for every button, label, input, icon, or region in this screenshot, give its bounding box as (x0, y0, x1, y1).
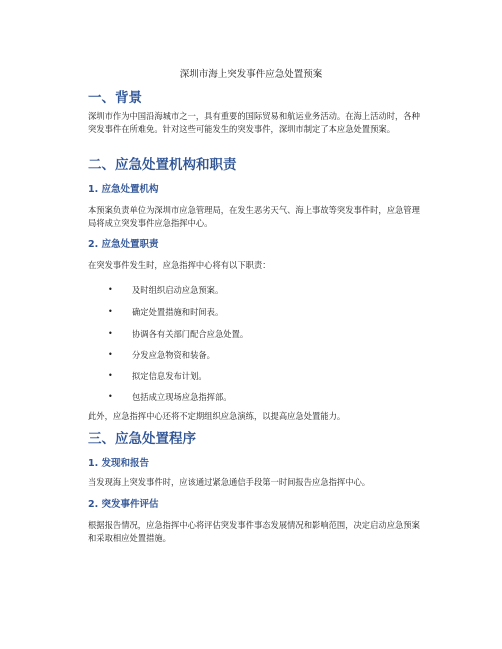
document-title: 深圳市海上突发事件应急处置预案 (179, 69, 323, 80)
background-paragraph: 深圳市作为中国沿海城市之一，具有重要的国际贸易和航运业务活动。在海上活动时，各种突发事件在所难免。针对这些可能发生的突发事件，深圳市制定了本应急处置预案。 (88, 111, 420, 134)
section-heading-organization: 二、应急处置机构和职责 (88, 157, 237, 173)
bullet-icon: • (108, 329, 113, 338)
bullet-icon: • (108, 307, 113, 316)
document-page: 深圳市海上突发事件应急处置预案 一、背景 深圳市作为中国沿海城市之一，具有重要的国际贸易和航运业务活动。在海上活动时，各种突发事件在所难免。针对这些可能发生的突发事件，深圳市制定了本应急处置预案。 二、应急处置机构和职责 1. 应急处置机构 本预案负责单位为深圳市应急管理局，在发生恶劣天气、海上事故等突发事件时，应急管理局将成立突发事件应急指挥中心。 2. 应急处置职责 在突发事件发生时，应急指挥中心将有以下职责： • 及时组织启动应急预案。 • 确定处置措施和时间表。 • 协调各有关部门配合应急处置。 • 分发应急物资和装备。 • 拟定信息发布计划。 • 包括成立现场应急指挥部。 此外，应急指挥中心还将不定期组织应急演练，以提高应急处置能力。 三、应急处置程序 1. 发现和报告 当发现海上突发事件时，应该通过紧急通信手段第一时间报告应急指挥中心。 2. 突发事件评估 根据报告情况，应急指挥中心将评估突发事件事态发展情况和影响范围，决定启动应急预案和采取相应处置措施。 (0, 0, 502, 649)
duties-outro: 此外，应急指挥中心还将不定期组织应急演练，以提高应急处置能力。 (88, 411, 346, 421)
subsection-heading-duties: 2. 应急处置职责 (88, 239, 159, 250)
report-paragraph: 当发现海上突发事件时，应该通过紧急通信手段第一时间报告应急指挥中心。 (88, 477, 371, 487)
assessment-paragraph: 根据报告情况，应急指挥中心将评估突发事件事态发展情况和影响范围，决定启动应急预案和采取相应处置措施。 (88, 520, 420, 543)
bullet-icon: • (108, 350, 113, 359)
organization-paragraph: 本预案负责单位为深圳市应急管理局，在发生恶劣天气、海上事故等突发事件时，应急管理局将成立突发事件应急指挥中心。 (88, 205, 420, 228)
bullet-icon: • (108, 285, 113, 294)
subsection-heading-assessment: 2. 突发事件评估 (88, 499, 159, 510)
section-heading-procedure: 三、应急处置程序 (88, 431, 196, 447)
subsection-heading-organization: 1. 应急处置机构 (88, 184, 159, 195)
section-heading-background: 一、背景 (88, 90, 142, 106)
bullet-icon: • (108, 392, 113, 401)
subsection-heading-report: 1. 发现和报告 (88, 458, 150, 469)
bullet-icon: • (108, 371, 113, 380)
duties-intro: 在突发事件发生时，应急指挥中心将有以下职责： (88, 260, 271, 270)
